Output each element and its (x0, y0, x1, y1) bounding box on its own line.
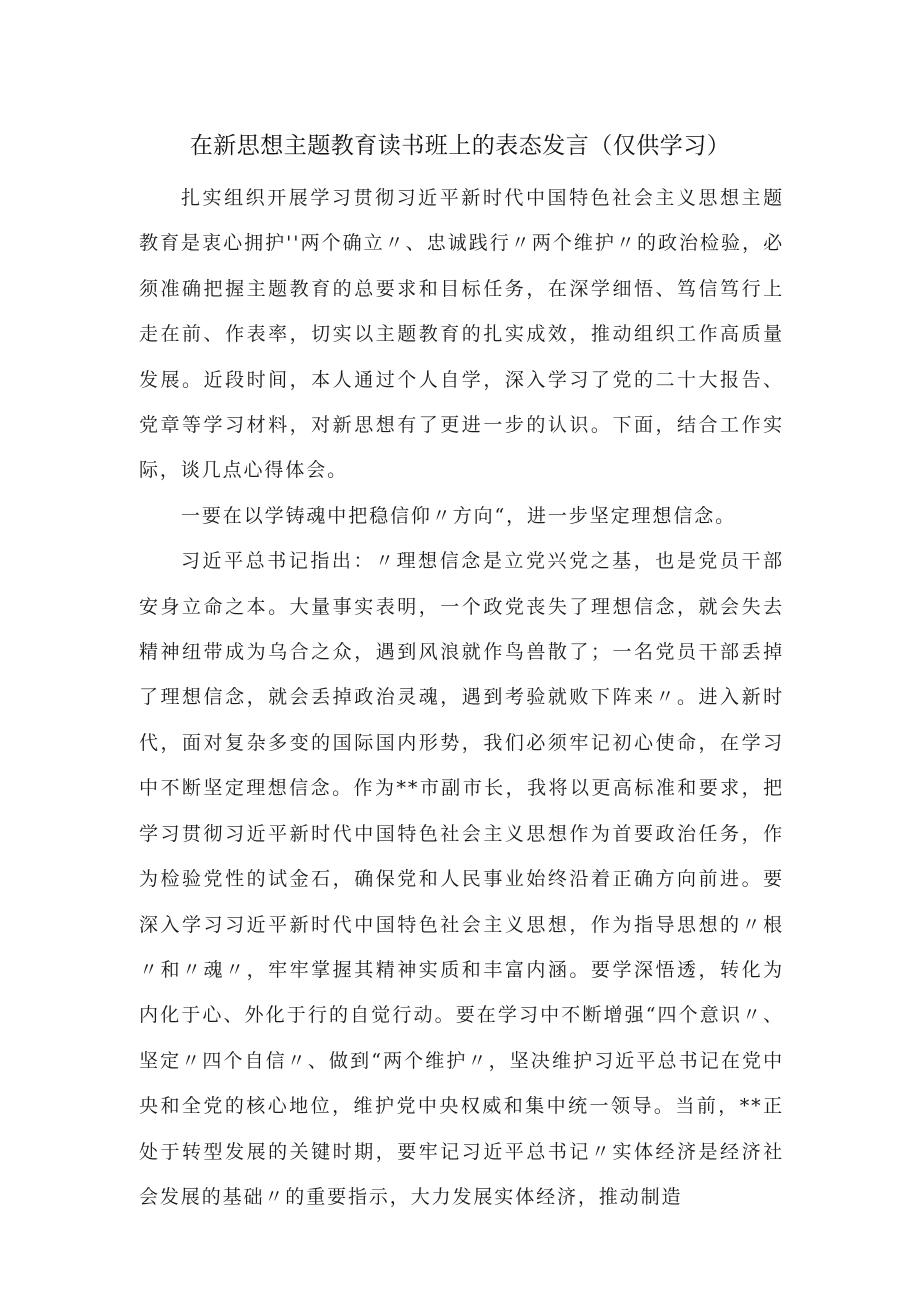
section-heading-paragraph: 一要在以学铸魂中把稳信仰〃方向“，进一步坚定理想信念。 (181, 504, 737, 527)
document-body (139, 176, 784, 1220)
intro-paragraph: 扎实组织开展学习贯彻习近平新时代中国特色社会主义思想主题教育是衷心拥护''两个确立〃、忠诚践行〃两个维护〃的政治检验，必须准确把握主题教育的总要求和目标任务，在深学细悟、笃信笃行上走在前、作表率，切实以主题教育的扎实成效，推动组织工作高质量发展。近段时间，本人通过个人自学，深入学习了党的二十大报告、党章等学习材料，对新思想有了更进一步的认识。下面，结合工作实际，谈几点心得体会。 (139, 187, 784, 482)
document-title: 在新思想主题教育读书班上的表态发言（仅供学习） (189, 133, 731, 159)
body-paragraph: 习近平总书记指出：〃理想信念是立党兴党之基，也是党员干部安身立命之本。大量事实表明，一个政党丧失了理想信念，就会失去精神纽带成为乌合之众，遇到风浪就作鸟兽散了；一名党员干部丢掉了理想信念，就会丢掉政治灵魂，遇到考验就败下阵来〃。进入新时代，面对复杂多变的国际国内形势，我们必须牢记初心使命，在学习中不断坚定理想信念。作为**市副市长，我将以更高标准和要求，把学习贯彻习近平新时代中国特色社会主义思想作为首要政治任务，作为检验党性的试金石，确保党和人民事业始终沿着正确方向前进。要深入学习习近平新时代中国特色社会主义思想，作为指导思想的〃根〃和〃魂〃，牢牢掌握其精神实质和丰富内涵。要学深悟透，转化为内化于心、外化于行的自觉行动。要在学习中不断增强“四个意识〃、坚定〃四个自信〃、做到“两个维护〃，坚决维护习近平总书记在党中央和全党的核心地位，维护党中央权威和集中统一领导。当前，**正处于转型发展的关键时期，要牢记习近平总书记〃实体经济是经济社会发展的基础〃的重要指示，大力发展实体经济，推动制造 (139, 550, 784, 1208)
